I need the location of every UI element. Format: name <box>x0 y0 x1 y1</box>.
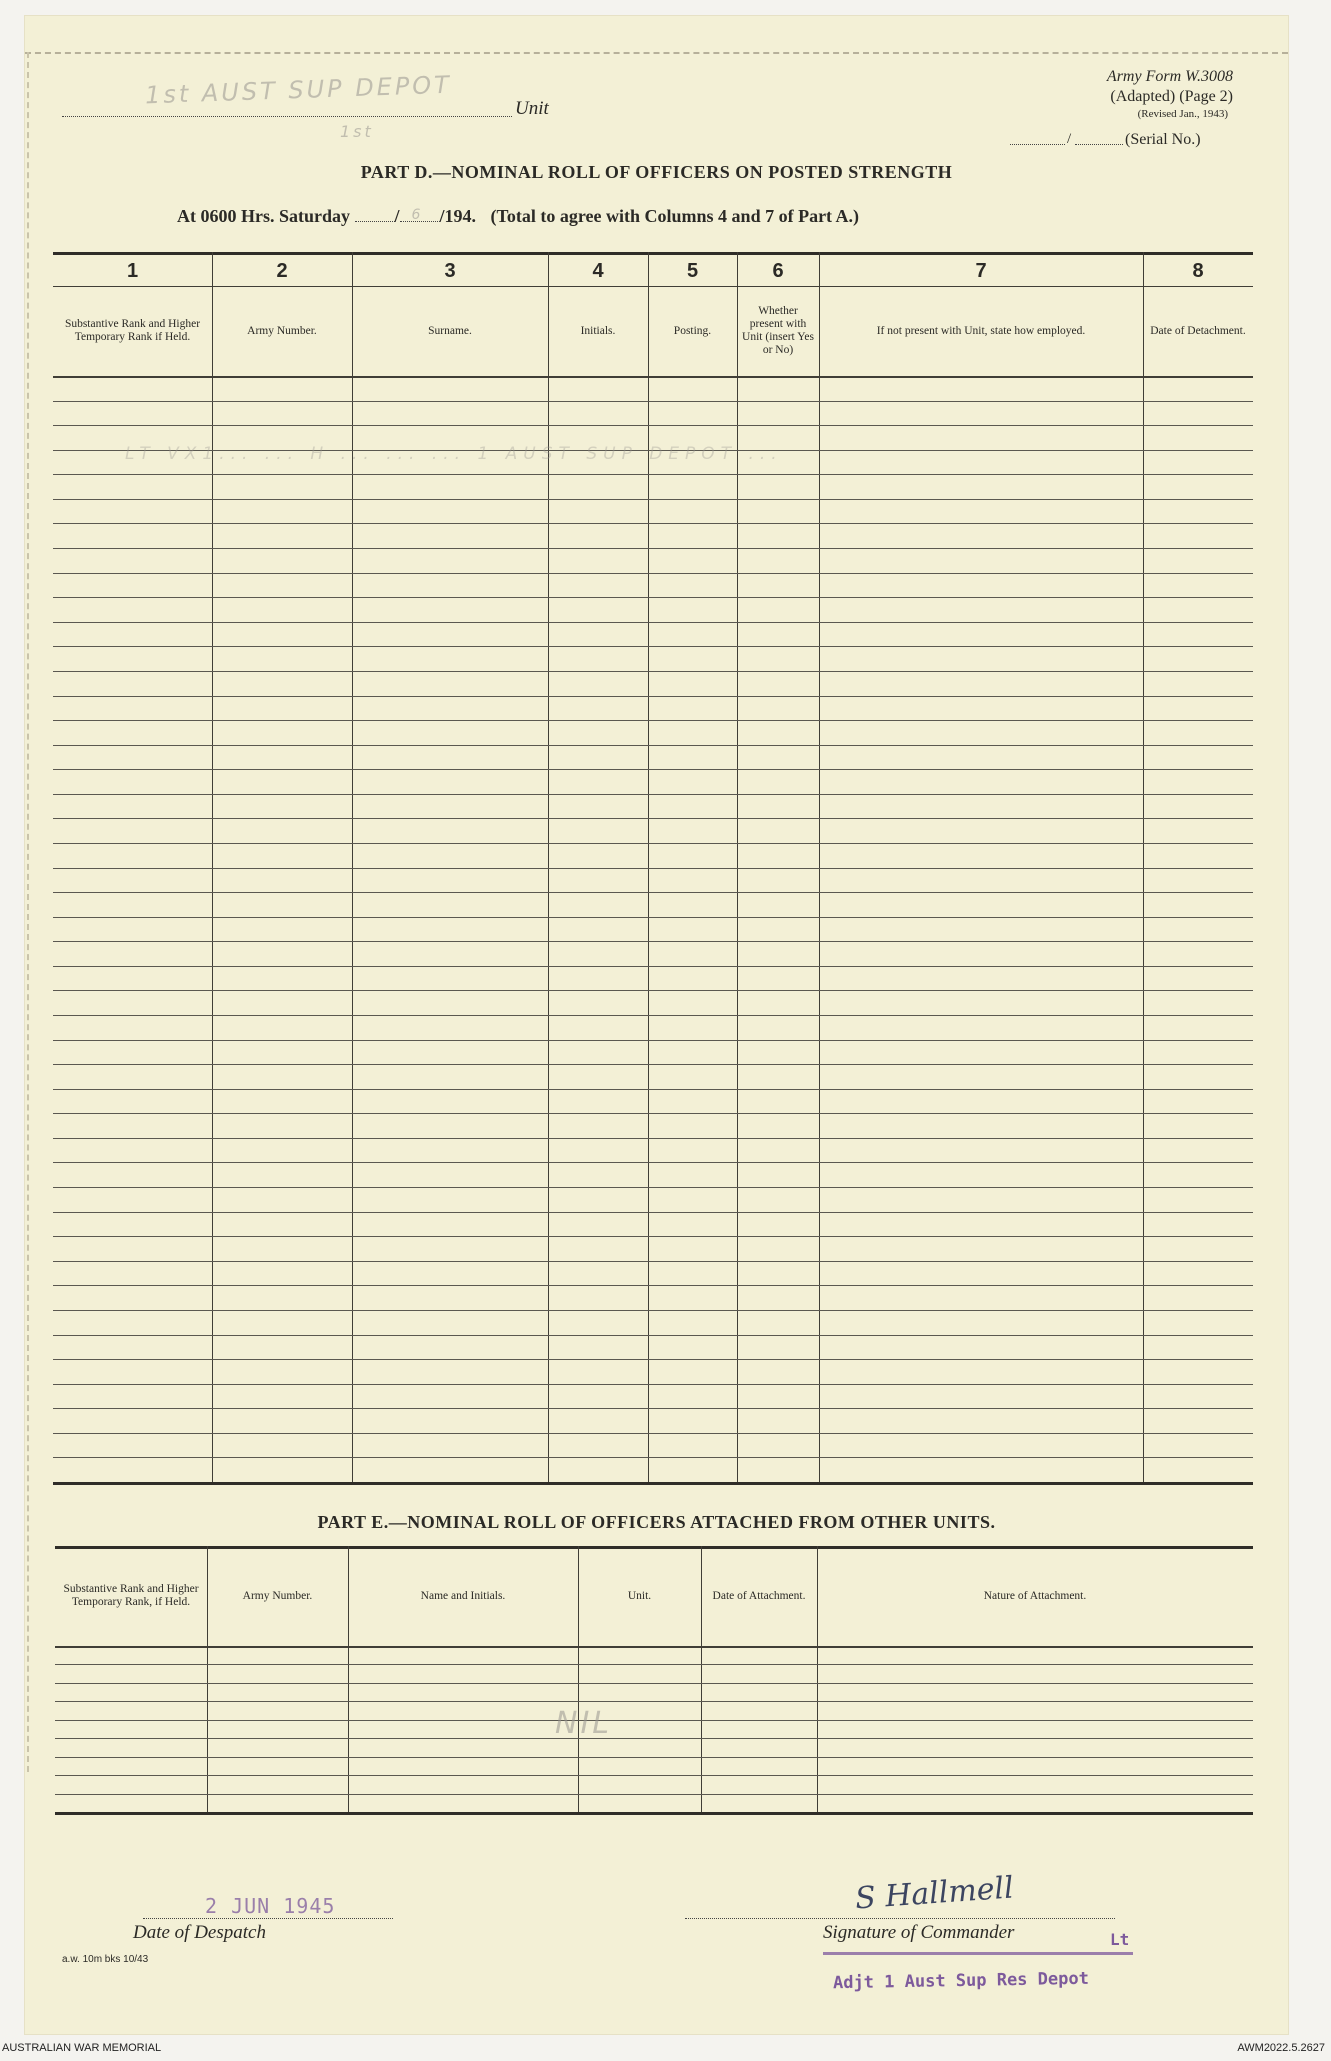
date-month-field[interactable] <box>400 207 440 223</box>
part-e-row[interactable] <box>55 1794 1253 1812</box>
part-d-row[interactable] <box>53 818 1253 843</box>
part-d-col-header: Posting. <box>673 324 712 337</box>
part-d-row[interactable] <box>53 671 1253 696</box>
part-d-row[interactable] <box>53 499 1253 524</box>
part-d-row[interactable] <box>53 1457 1253 1482</box>
part-d-row[interactable] <box>53 990 1253 1015</box>
serial-field-2[interactable] <box>1075 144 1123 145</box>
caption-right: AWM2022.5.2627 <box>1237 2042 1325 2054</box>
part-d-col-number: 4 <box>592 260 604 282</box>
part-d-faint-entry: LT VX1... ... H ... ... ... 1 AUST SUP DEPOT ... <box>125 443 783 464</box>
part-d-number-rule <box>53 286 1253 287</box>
part-d-row[interactable] <box>53 597 1253 622</box>
part-e-row[interactable] <box>55 1720 1253 1738</box>
part-d-row[interactable] <box>53 376 1253 401</box>
part-d-row[interactable] <box>53 1236 1253 1261</box>
part-d-col-number: 2 <box>276 260 288 282</box>
part-d-col-header: Army Number. <box>247 324 317 337</box>
unit-label: Unit <box>515 98 549 119</box>
part-d-row[interactable] <box>53 1212 1253 1237</box>
part-d-row[interactable] <box>53 1384 1253 1409</box>
part-d-row[interactable] <box>53 892 1253 917</box>
commander-signature: S Hallmell <box>853 1870 1015 1917</box>
part-d-row[interactable] <box>53 1433 1253 1458</box>
part-e-row[interactable] <box>55 1683 1253 1701</box>
adjt-stamp: Adjt 1 Aust Sup Res Depot <box>832 1968 1090 1994</box>
part-e-col-header: Nature of Attachment. <box>983 1589 1087 1602</box>
date-line <box>177 206 859 227</box>
part-d-row[interactable] <box>53 1113 1253 1138</box>
form-sheet <box>25 16 1288 2034</box>
part-e-row[interactable] <box>55 1775 1253 1793</box>
part-d-row[interactable] <box>53 573 1253 598</box>
part-d-row[interactable] <box>53 696 1253 721</box>
part-e-handwritten: NIL <box>555 1706 613 1741</box>
part-d-row[interactable] <box>53 1310 1253 1335</box>
part-d-col-number: 5 <box>686 260 699 282</box>
part-d-row[interactable] <box>53 966 1253 991</box>
part-d-col-header: Whether present with Unit (insert Yes or No) <box>742 305 814 356</box>
unit-handwritten-2: 1st <box>340 122 374 141</box>
part-e-col-header: Name and Initials. <box>420 1589 506 1602</box>
signature-rank-stamp: Lt <box>1110 1930 1130 1949</box>
date-month-handwritten: 6 <box>411 207 424 223</box>
form-id-line3: (Revised Jan., 1943) <box>1137 108 1228 120</box>
part-d-row[interactable] <box>53 523 1253 548</box>
part-d-top-rule <box>53 252 1253 255</box>
part-d-row[interactable] <box>53 1089 1253 1114</box>
serial-label: (Serial No.) <box>1125 131 1201 148</box>
part-d-row[interactable] <box>53 646 1253 671</box>
part-d-row[interactable] <box>53 474 1253 499</box>
part-e-row[interactable] <box>55 1757 1253 1775</box>
part-d-bottom-rule <box>53 1482 1253 1485</box>
part-d-row[interactable] <box>53 843 1253 868</box>
part-d-col-header: Date of Detachment. <box>1150 324 1246 337</box>
despatch-stamp: 2 JUN 1945 <box>205 1894 336 1918</box>
part-d-row[interactable] <box>53 1187 1253 1212</box>
date-prefix: At 0600 Hrs. Saturday <box>177 206 351 226</box>
part-e-col-header: Date of Attachment. <box>712 1589 806 1602</box>
part-d-col-number: 3 <box>444 260 456 282</box>
part-e-col-header: Unit. <box>627 1589 652 1602</box>
part-e-top-rule <box>55 1546 1253 1549</box>
part-d-row[interactable] <box>53 720 1253 745</box>
form-id-line1: Army Form W.3008 <box>1106 68 1233 85</box>
part-d-title: PART D.—NOMINAL ROLL OF OFFICERS ON POSTED STRENGTH <box>360 162 953 182</box>
part-e-bottom-rule <box>55 1812 1253 1815</box>
part-d-row[interactable] <box>53 917 1253 942</box>
date-sep: / <box>394 206 400 226</box>
part-e-row[interactable] <box>55 1701 1253 1719</box>
part-d-row[interactable] <box>53 401 1253 426</box>
part-e-title: PART E.—NOMINAL ROLL OF OFFICERS ATTACHED FROM OTHER UNITS. <box>317 1512 996 1532</box>
part-e-row[interactable] <box>55 1646 1253 1664</box>
part-d-col-header: Substantive Rank and Higher Temporary Rank if Held. <box>64 318 201 343</box>
serial-field-1[interactable] <box>1010 144 1065 145</box>
despatch-field[interactable] <box>143 1918 393 1919</box>
part-d-row[interactable] <box>53 1138 1253 1163</box>
part-d-row[interactable] <box>53 1408 1253 1433</box>
part-d-row[interactable] <box>53 548 1253 573</box>
part-d-col-number: 8 <box>1192 260 1204 282</box>
part-d-col-header: Initials. <box>580 324 616 337</box>
part-e-col-header: Substantive Rank and Higher Temporary Rank, if Held. <box>63 1583 199 1608</box>
despatch-label: Date of Despatch <box>133 1922 266 1943</box>
part-d-col-number: 6 <box>772 260 784 282</box>
stamp-rule <box>823 1952 1133 1955</box>
part-d-row[interactable] <box>53 1285 1253 1310</box>
unit-handwritten: 1st AUST SUP DEPOT <box>144 70 453 110</box>
part-e-row[interactable] <box>55 1738 1253 1756</box>
part-d-row[interactable] <box>53 941 1253 966</box>
date-note: (Total to agree with Columns 4 and 7 of Part A.) <box>490 206 860 226</box>
part-d-row[interactable] <box>53 868 1253 893</box>
part-d-row[interactable] <box>53 745 1253 770</box>
part-d-col-number: 7 <box>975 260 987 282</box>
part-d-row[interactable] <box>53 1359 1253 1384</box>
part-d-row[interactable] <box>53 769 1253 794</box>
form-id-line2: (Adapted) (Page 2) <box>1110 88 1233 105</box>
part-d-row[interactable] <box>53 794 1253 819</box>
date-year: /194. <box>439 206 477 226</box>
unit-field[interactable] <box>62 116 512 117</box>
perforation-line <box>25 52 1288 54</box>
part-d-row[interactable] <box>53 1064 1253 1089</box>
part-d-row[interactable] <box>53 1261 1253 1286</box>
part-d-row[interactable] <box>53 1162 1253 1187</box>
part-e-row[interactable] <box>55 1664 1253 1682</box>
date-day-field[interactable] <box>355 221 395 222</box>
part-e-col-header: Army Number. <box>242 1589 313 1602</box>
serial-separator: / <box>1067 131 1072 147</box>
signature-field[interactable] <box>685 1918 1115 1919</box>
print-code: a.w. 10m bks 10/43 <box>62 1954 149 1965</box>
part-d-col-number: 1 <box>126 260 139 282</box>
part-d-row[interactable] <box>53 1015 1253 1040</box>
part-d-row[interactable] <box>53 1335 1253 1360</box>
part-d-col-header: Surname. <box>428 324 472 337</box>
signature-label: Signature of Commander <box>823 1922 1015 1943</box>
part-d-row[interactable] <box>53 1040 1253 1065</box>
caption-left: AUSTRALIAN WAR MEMORIAL <box>2 2042 162 2054</box>
part-d-col-header: If not present with Unit, state how employed. <box>876 324 1086 337</box>
part-d-row[interactable] <box>53 622 1253 647</box>
